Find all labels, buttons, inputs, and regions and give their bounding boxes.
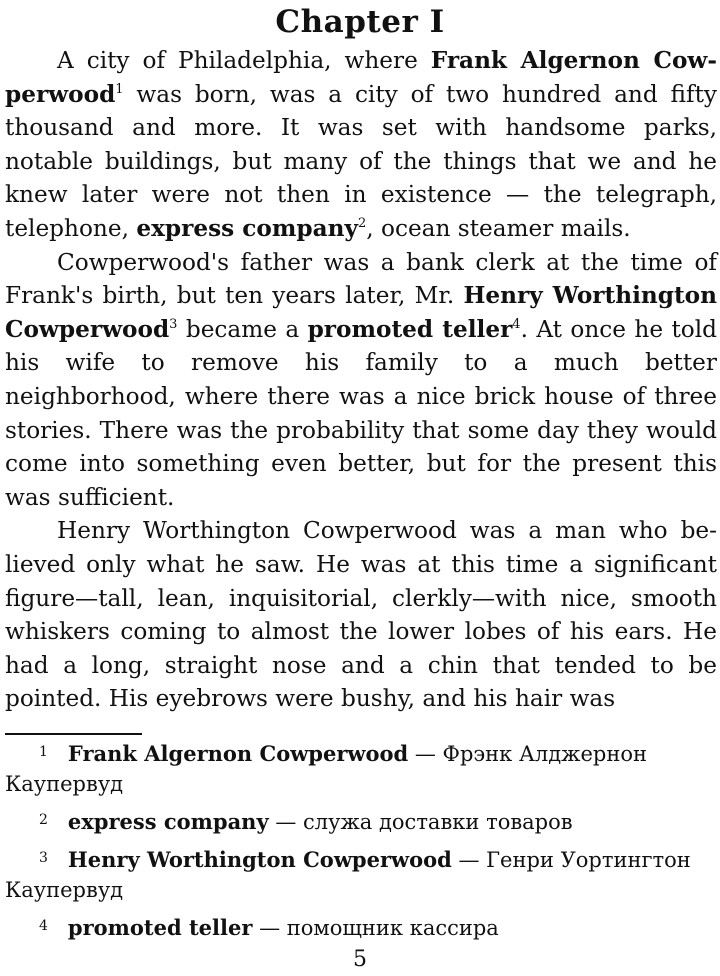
footnote-marker: 3 <box>169 316 178 332</box>
footnote-marker: 1 <box>115 81 124 97</box>
paragraph <box>5 246 717 515</box>
footnote-translation: — Генри Уортингтон Каупервуд <box>5 848 691 902</box>
footnote-translation: — Фрэнк Алджернон Каупервуд <box>5 742 647 796</box>
paragraph-text: . At once he told his wife to remove his family to a much better neighborhood, where there was a nice brick house of three stories. There was the probability that some day they would come into something even better, but for the present this was sufficient. <box>5 315 717 511</box>
paragraph-text: was born, was a city of two hundred and fifty thousand and more. It was set with handsome parks, notable buildings, but many of the things that we and he knew later were not then in existence — the telegraph, telephone, <box>5 80 717 242</box>
footnote-number: 2 <box>39 812 48 828</box>
footnote-term: promoted teller <box>67 915 253 940</box>
footnote <box>5 805 717 837</box>
footnote-marker: 2 <box>357 215 367 231</box>
footnote-translation: — помощник кассира <box>252 916 499 940</box>
footnote-marker: 4 <box>512 316 521 332</box>
footnote <box>5 911 717 943</box>
footnote-number: 1 <box>39 744 48 760</box>
footnote <box>5 737 717 799</box>
footnote-number: 4 <box>39 918 48 934</box>
footnote-term: Henry Worthington Cowperwood <box>67 847 452 872</box>
page-number: 5 <box>353 947 367 972</box>
footnote-term: express company <box>67 809 269 834</box>
footnotes <box>5 737 717 949</box>
paragraph-text: , ocean steamer mails. <box>366 214 631 242</box>
footnote-number: 3 <box>39 850 48 866</box>
footnote-divider <box>5 733 142 735</box>
footnote-translation: — служа доставки товаров <box>268 810 573 834</box>
paragraph <box>5 514 717 716</box>
glossary-term: promoted teller <box>307 315 513 343</box>
chapter-title: Chapter I <box>275 4 445 40</box>
body-text <box>5 44 717 716</box>
glossary-term: Frank Algernon Cowperwood <box>5 47 717 108</box>
glossary-term: Henry Worthington Cowperwood <box>5 282 717 343</box>
footnote <box>5 843 717 905</box>
footnote-term: Frank Algernon Cowperwood <box>67 741 409 766</box>
paragraph-text: Cowperwood's father was a bank clerk at the time of Frank's birth, but ten years later, Mr. <box>5 248 717 310</box>
paragraph-text: A city of Philadelphia, where <box>57 47 431 74</box>
paragraph <box>5 44 717 246</box>
paragraph-text: Henry Worthington Cowperwood was a man who believed only what he saw. He was at this time a significant figure—tall, lean, inquisitorial, clerkly—with nice, smooth whiskers coming to almost the lower lobes of his ears. He had a long, straight nose and a chin that tended to be pointed. His eyebrows were bushy, and his hair was <box>5 517 717 713</box>
glossary-term: express company <box>136 214 358 242</box>
paragraph-text: became a <box>177 315 308 343</box>
